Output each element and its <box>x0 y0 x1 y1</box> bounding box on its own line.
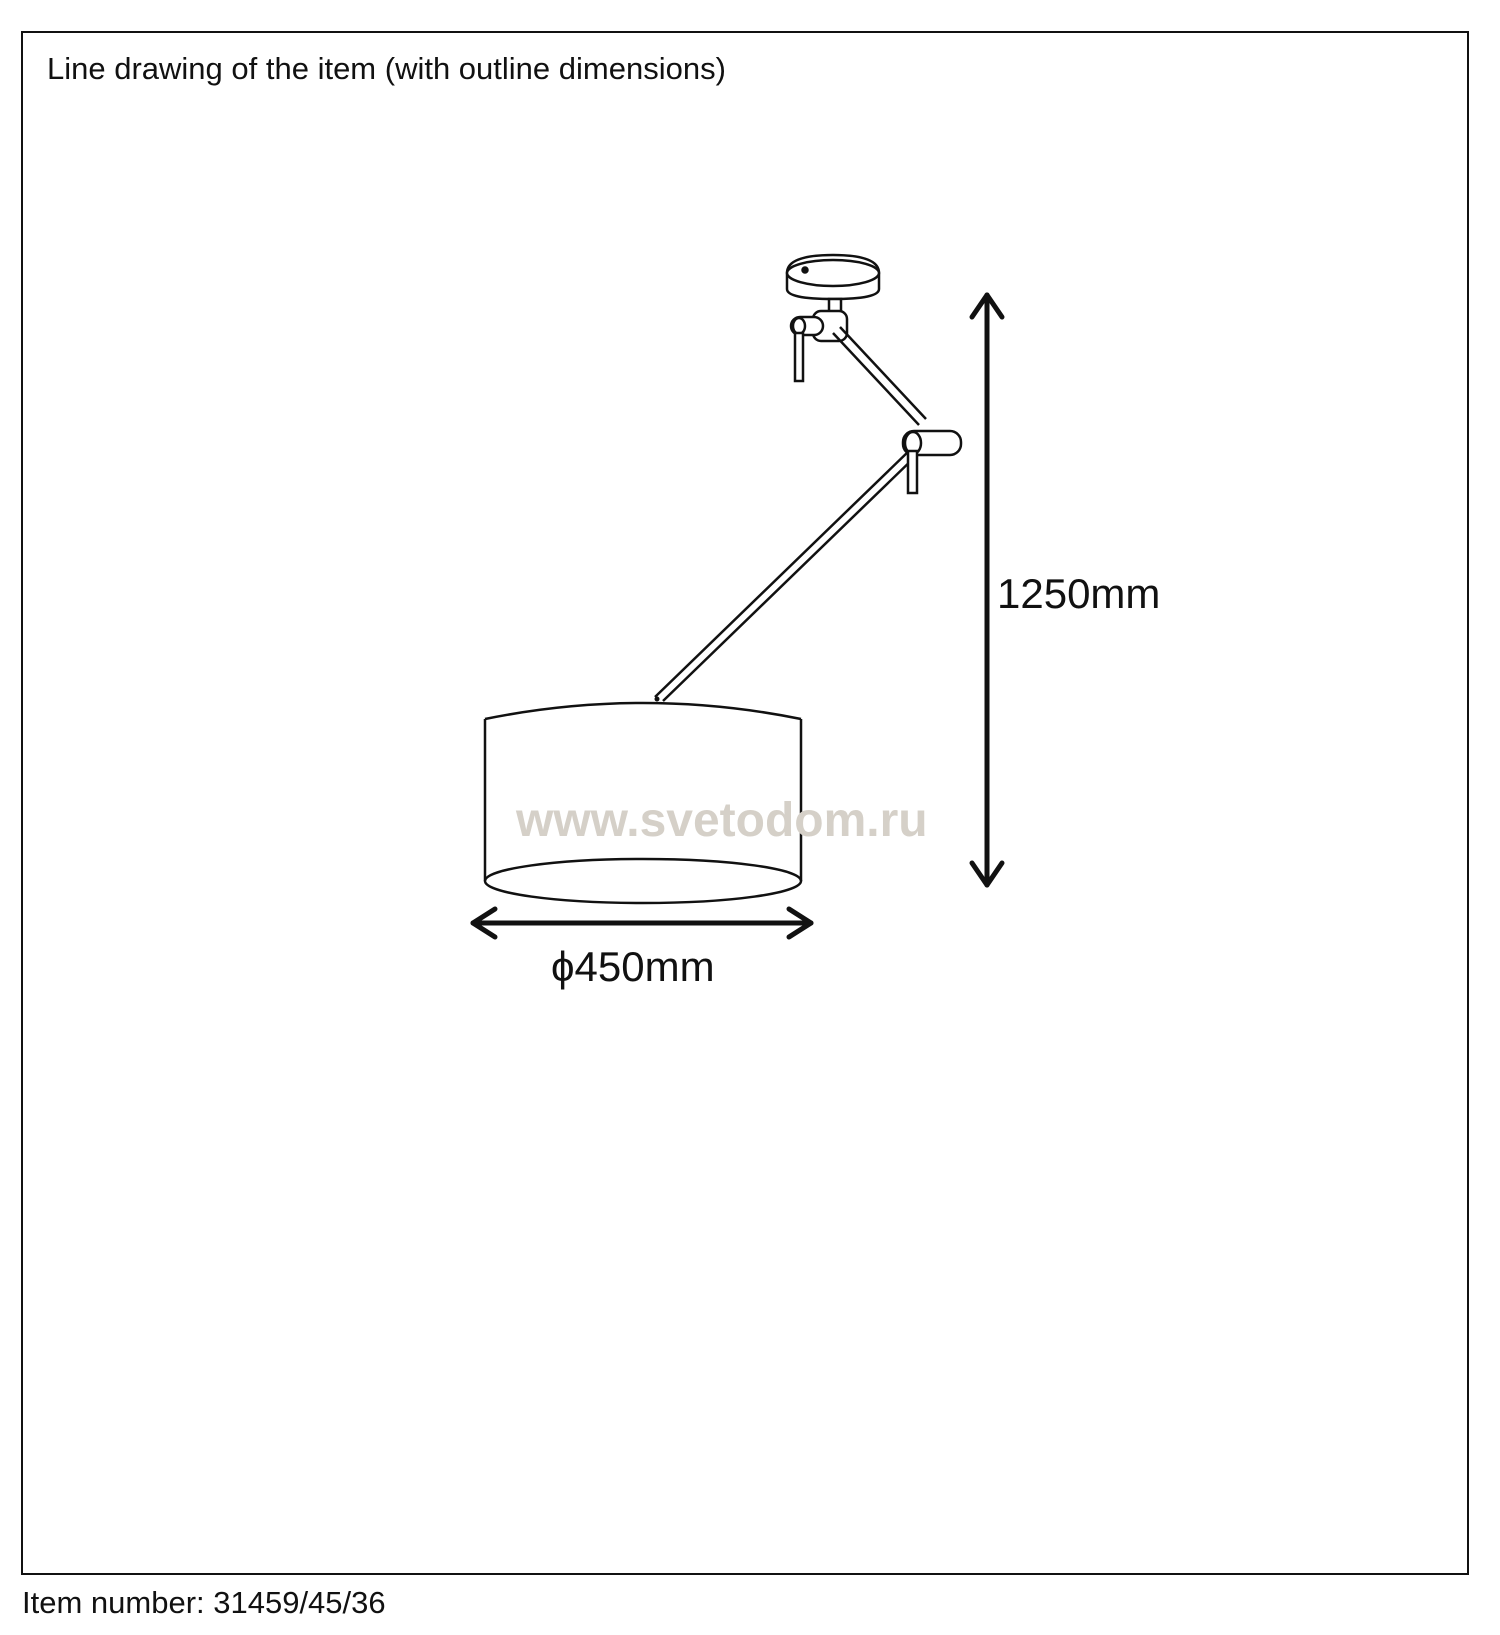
upper-arm <box>833 327 926 425</box>
watermark: www.svetodom.ru <box>516 794 928 847</box>
diameter-dimension-label: ϕ450mm <box>551 943 715 990</box>
drawing-title: Line drawing of the item (with outline dimensions) <box>47 51 726 86</box>
elbow-joint <box>903 431 961 493</box>
item-number: Item number: 31459/45/36 <box>22 1585 386 1620</box>
drawing-frame <box>21 31 1469 1575</box>
lamp-line-drawing <box>23 33 1467 1573</box>
height-dimension-label: 1250mm <box>997 570 1161 617</box>
ceiling-canopy <box>787 255 879 299</box>
width-arrow-icon <box>473 909 811 937</box>
lower-arm <box>655 449 919 701</box>
arm-shade-joint <box>655 697 660 702</box>
